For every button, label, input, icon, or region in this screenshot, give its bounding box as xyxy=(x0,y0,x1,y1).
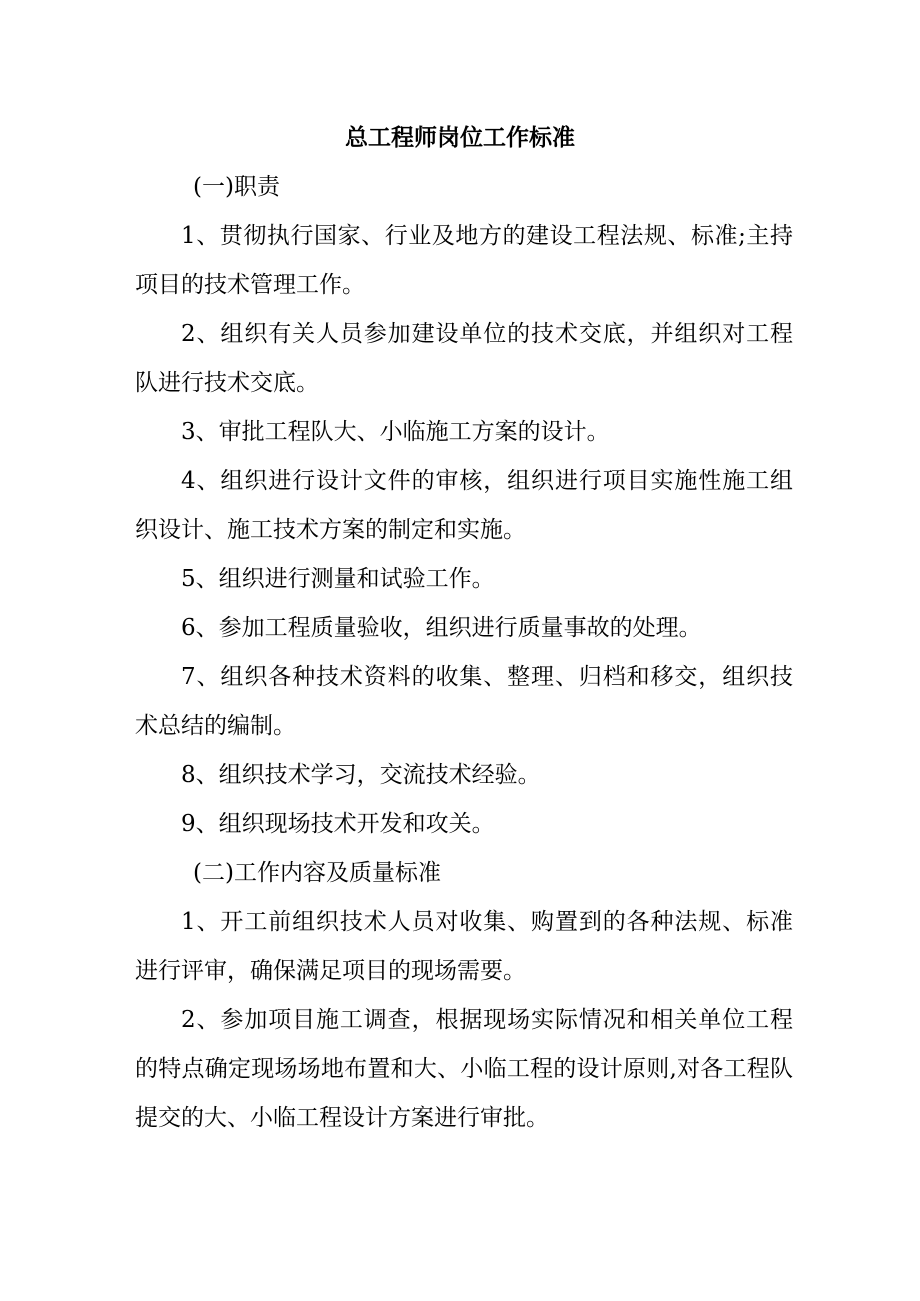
duty-item-2: 2、组织有关人员参加建设单位的技术交底，并组织对工程队进行技术交底。 xyxy=(135,321,793,396)
document-body xyxy=(135,163,793,1143)
work-item-1: 1、开工前组织技术人员对收集、购置到的各种法规、标准进行评审，确保满足项目的现场需要。 xyxy=(135,909,793,984)
duty-item-3: 3、审批工程队大、小临施工方案的设计。 xyxy=(181,419,610,445)
duty-item-6: 6、参加工程质量验收，组织进行质量事故的处理。 xyxy=(181,615,702,641)
duty-item-4: 4、组织进行设计文件的审核，组织进行项目实施性施工组织设计、施工技术方案的制定和实施。 xyxy=(135,468,793,543)
duty-item-5: 5、组织进行测量和试验工作。 xyxy=(181,566,495,592)
section-heading-duties: (一)职责 xyxy=(193,174,280,200)
document-title: 总工程师岗位工作标准 xyxy=(345,125,575,151)
duty-item-9: 9、组织现场技术开发和攻关。 xyxy=(181,811,495,837)
duty-item-1: 1、贯彻执行国家、行业及地方的建设工程法规、标准;主持项目的技术管理工作。 xyxy=(135,223,793,298)
section-heading-work-content: (二)工作内容及质量标准 xyxy=(193,860,441,886)
work-item-2: 2、参加项目施工调查，根据现场实际情况和相关单位工程的特点确定现场场地布置和大、小临工程的设计原则,对各工程队提交的大、小临工程设计方案进行审批。 xyxy=(135,1007,793,1131)
duty-item-8: 8、组织技术学习，交流技术经验。 xyxy=(181,762,541,788)
duty-item-7: 7、组织各种技术资料的收集、整理、归档和移交，组织技术总结的编制。 xyxy=(135,664,793,739)
